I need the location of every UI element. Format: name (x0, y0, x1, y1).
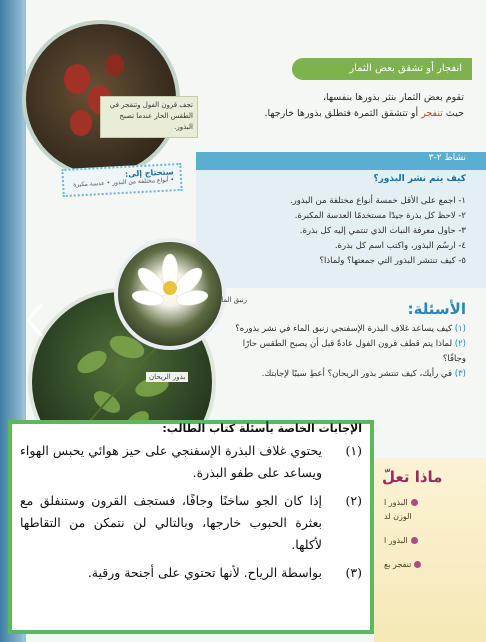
summary-item: البذور ا (384, 498, 478, 507)
answer-item: (٣) بواسطة الرياح. لأنها تحتوي على أجنحة ورقية. (87, 565, 362, 580)
activity-step: ٤- ارسُم البذور، واكتب اسم كل بذرة. (334, 241, 466, 251)
intro-line-1: تقوم بعض الثمار بنثر بذورها بنفسها، (322, 92, 464, 103)
activity-label: نشاط ٢-٣ (428, 153, 466, 163)
questions-title: الأسئلة: (407, 300, 466, 318)
bullet-icon (414, 561, 421, 568)
activity-question: كيف يتم نشر البذور؟ (373, 174, 466, 184)
beans-caption: تجف قرون الفول وتنفجر في الطقس الحار عندما تصبح البذور. (100, 96, 198, 138)
activity-steps (226, 194, 466, 269)
summary-title: ماذا تعلّ (382, 468, 443, 486)
summary-item: تنفجر بع (384, 560, 478, 569)
answers-box (8, 420, 374, 634)
activity-step: ٢- لاحظ كل بذرة جيدًا مستخدمًا العدسة المكبرة. (294, 211, 466, 221)
intro-highlight-word: تنفجر (421, 108, 443, 119)
answers-list (20, 440, 362, 584)
materials-list: • أنواع مختلفة من البذور • عدسة مكبرة (72, 176, 175, 189)
activity-step: ١- اجمع على الأقل خمسة أنواع مختلفة من البذور. (289, 196, 466, 206)
question-item: (٢) لماذا يتم قطف قرون الفول عادةً قبل أن يصبح الطقس حارًا وجافًا؟ (242, 339, 466, 364)
bullet-icon (411, 537, 418, 544)
activity-step: ٣- حاول معرفة النبات الذي تنتمي إليه كل بذرة. (299, 226, 466, 236)
questions-list (226, 322, 466, 382)
question-item: (٣) في رأيك، كيف تنتشر بذور الريحان؟ أعطِ سببًا لإجابتك. (261, 369, 466, 379)
lily-caption: زنبق الماء (218, 296, 248, 304)
summary-item: الوزن لد (384, 512, 412, 521)
summary-item: البذور ا (384, 536, 478, 545)
water-lily-photo (114, 238, 226, 350)
intro-line-2 (214, 106, 464, 122)
basil-caption: بذور الريحان (146, 372, 188, 382)
chevron-left-icon[interactable] (20, 300, 50, 340)
section-title-pill: انفجار أو تشقق بعض الثمار (292, 58, 472, 80)
bullet-icon (411, 499, 418, 506)
intro-line-2-post: أو تتشقق الثمرة فتطلق بذورها خارجها. (264, 108, 419, 119)
intro-line-2-pre: حيث (445, 108, 464, 119)
section-intro (214, 90, 464, 122)
answers-heading: الإجابات الخاصة بأسئلة كتاب الطالب: (162, 422, 362, 435)
answer-item: (٢) إذا كان الجو ساخنًا وجافًا، فستجف القرون وستنفلق مع بعثرة الحبوب خارجها، وبالتالي لن نتمكن من التقاطها لأكلها. (20, 493, 362, 552)
activity-step: ٥- كيف تنتشر البذور التي جمعتها؟ ولماذا؟ (319, 256, 466, 266)
question-item: (١) كيف يساعد غلاف البذرة الإسفنجي زنبق الماء في نشر بذوره؟ (235, 324, 466, 334)
answer-item: (١) يحتوي غلاف البذرة الإسفنجي على حيز هوائي يحبس الهواء ويساعد على طفو البذرة. (20, 443, 362, 480)
materials-title: ستحتاج إلى: (124, 167, 174, 179)
